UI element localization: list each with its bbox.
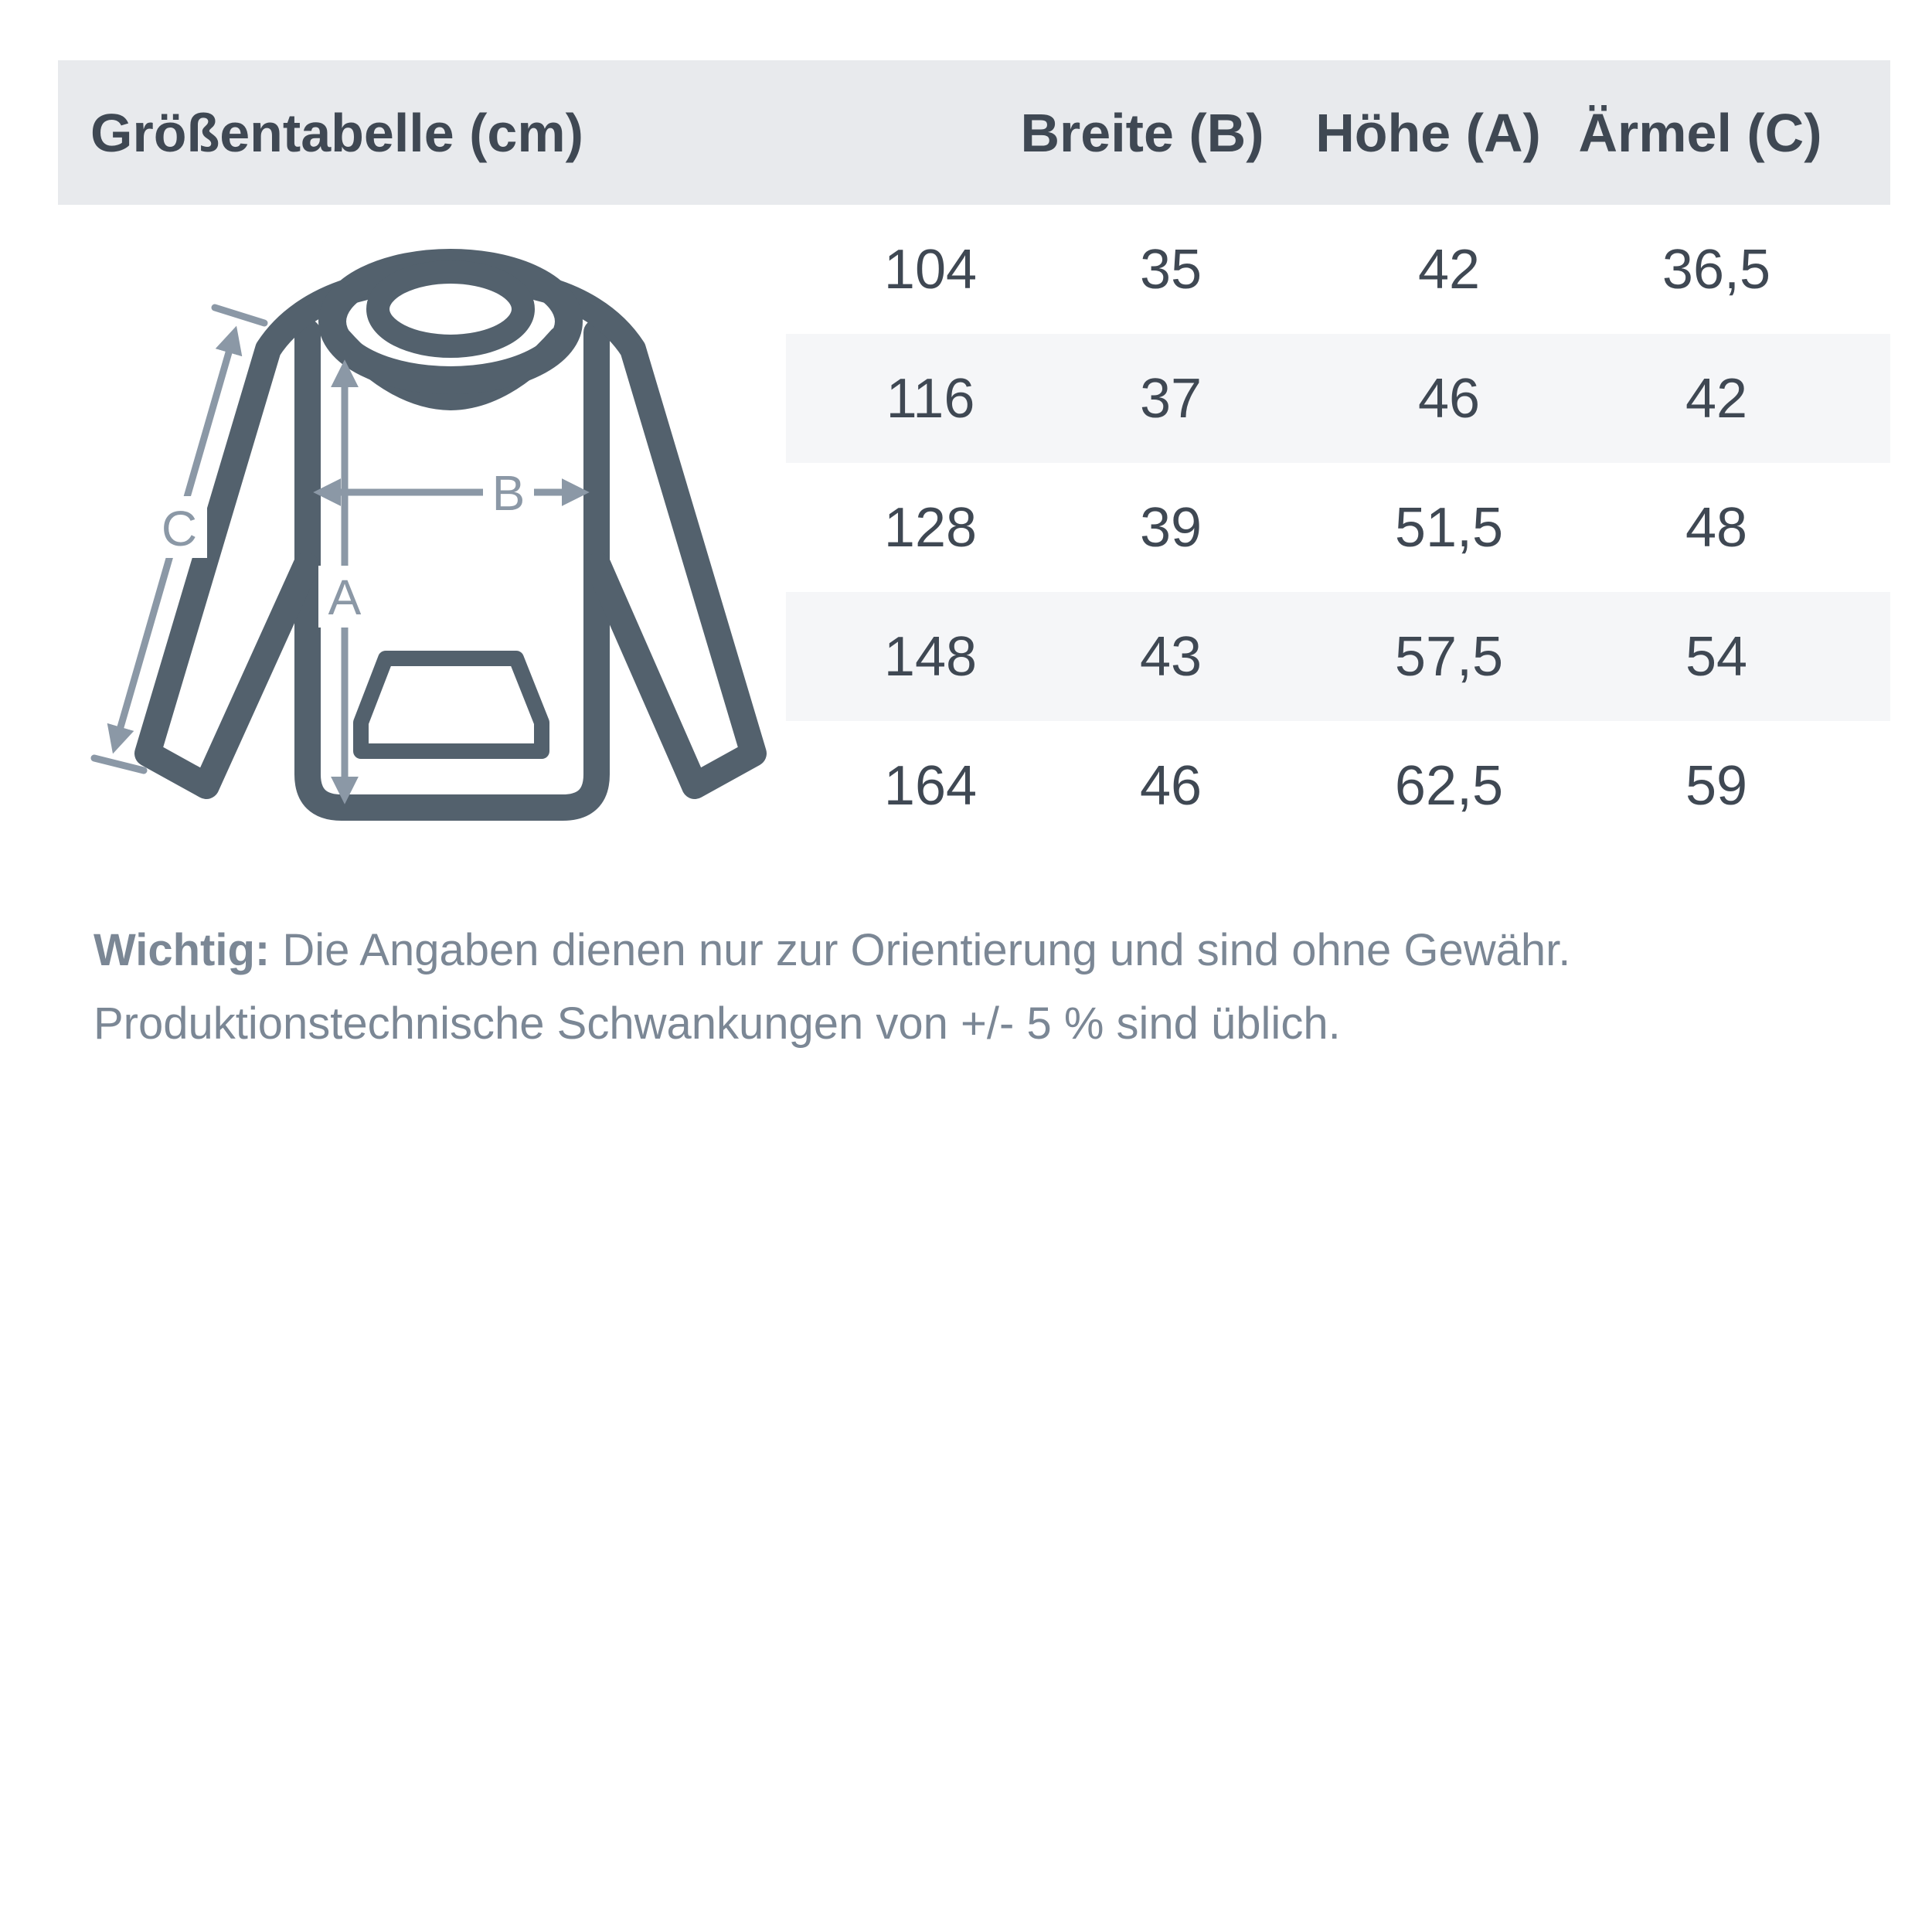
page-title: Größentabelle (cm) — [90, 102, 583, 163]
breite-value: 46 — [1139, 754, 1202, 817]
measure-c-tick-top — [215, 308, 264, 323]
size-table — [786, 205, 1890, 850]
hoehe-value: 42 — [1417, 238, 1481, 301]
disclaimer-label: Wichtig: — [94, 925, 270, 975]
column-header-aermel: Ärmel (C) — [1578, 102, 1822, 163]
size-value: 128 — [883, 496, 978, 559]
disclaimer-line1: Die Angaben dienen nur zur Orientierung und sind ohne Gewähr. — [282, 925, 1571, 975]
hood-opening — [378, 272, 523, 346]
aermel-value: 36,5 — [1662, 238, 1771, 301]
hoehe-value: 57,5 — [1394, 625, 1504, 688]
hoodie-diagram — [62, 216, 881, 850]
column-header-hoehe: Höhe (A) — [1315, 102, 1541, 163]
table-row — [786, 334, 1890, 463]
table-header-bar — [58, 60, 1890, 205]
breite-value: 43 — [1139, 625, 1202, 688]
table-row — [786, 463, 1890, 592]
aermel-value: 42 — [1685, 367, 1748, 430]
breite-value: 35 — [1139, 238, 1202, 301]
aermel-value: 48 — [1685, 496, 1748, 559]
measure-b-label: B — [492, 465, 526, 521]
measure-c-label: C — [161, 501, 198, 556]
disclaimer-note — [94, 913, 1863, 1060]
size-value: 104 — [883, 238, 978, 301]
aermel-value: 59 — [1685, 754, 1748, 817]
hoehe-value: 62,5 — [1394, 754, 1504, 817]
table-row — [786, 721, 1890, 850]
disclaimer-line2: Produktionstechnische Schwankungen von +/- 5 % sind üblich. — [94, 998, 1341, 1049]
hoodie-right-sleeve — [538, 287, 753, 786]
size-value: 164 — [883, 754, 978, 817]
size-value: 148 — [883, 625, 978, 688]
hoodie-pocket — [361, 658, 542, 751]
breite-value: 37 — [1139, 367, 1202, 430]
breite-value: 39 — [1139, 496, 1202, 559]
table-row — [786, 592, 1890, 721]
hoehe-value: 51,5 — [1394, 496, 1504, 559]
size-value: 116 — [886, 367, 975, 430]
hoehe-value: 46 — [1417, 367, 1481, 430]
measure-a-label: A — [328, 570, 362, 625]
table-row — [786, 205, 1890, 334]
column-header-breite: Breite (B) — [1020, 102, 1264, 163]
aermel-value: 54 — [1685, 625, 1748, 688]
